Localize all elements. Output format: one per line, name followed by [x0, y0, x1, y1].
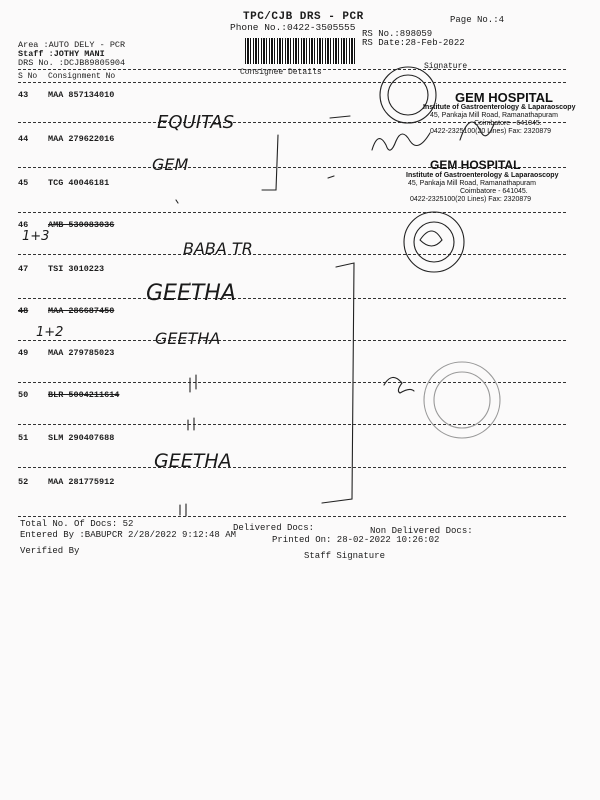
phone-number: Phone No.:0422-3505555	[230, 22, 356, 33]
row-sno: 48	[18, 306, 29, 316]
row-consignment: BLR 5004211614	[48, 390, 120, 400]
handwritten-note: 1+3	[22, 229, 50, 244]
row-sno: 47	[18, 264, 29, 274]
handwritten-signature: GEETHA	[155, 329, 221, 348]
printed-on: Printed On: 28-02-2022 10:26:02	[272, 535, 440, 545]
handwritten-signature: GEETHA	[146, 281, 236, 306]
col-consignment: Consignment No	[48, 72, 116, 81]
bracket-mark	[262, 135, 278, 190]
entered-by: Entered By :BABUPCR 2/28/2022 9:12:48 AM	[20, 530, 237, 540]
stamp-hospital-subtitle: Institute of Gastroenterology & Laparaoscopy	[406, 172, 559, 179]
handwritten-signature: GEETHA	[154, 450, 232, 472]
total-docs: Total No. Of Docs: 52	[20, 519, 134, 529]
signature-scribble	[372, 133, 430, 150]
row-consignment: MAA 279785023	[48, 348, 115, 358]
row-sno: 52	[18, 477, 29, 487]
row-consignment: MAA 281775912	[48, 477, 115, 487]
round-stamp	[380, 67, 436, 123]
handwritten-signature: BABA TR	[183, 239, 253, 258]
page-number: Page No.:4	[450, 15, 505, 25]
non-delivered-docs: Non Delivered Docs:	[370, 526, 473, 536]
row-consignment: TCG 40046181	[48, 178, 110, 188]
stamp-hospital-name: GEM HOSPITAL	[430, 158, 521, 172]
row-sno: 43	[18, 90, 29, 100]
handwritten-signature: EQUITAS	[157, 112, 235, 133]
stamp-hospital-address: 45, Pankaja Mill Road, Ramanathapuram	[430, 112, 559, 119]
signature-scribble	[384, 377, 414, 393]
handwritten-note: 1+2	[36, 325, 64, 340]
stamp-hospital-city: Coimbatore - 641045.	[460, 188, 528, 195]
delivered-docs: Delivered Docs:	[233, 523, 315, 533]
signature-scribble	[460, 122, 494, 140]
row-sno: 50	[18, 390, 29, 400]
round-stamp	[404, 212, 464, 272]
staff-label: Staff :JOTHY MANI	[18, 49, 105, 59]
stamp-hospital-city: Coimbatore - 641045.	[474, 120, 542, 127]
round-stamp	[424, 362, 500, 438]
staff-signature-label: Staff Signature	[304, 551, 386, 561]
col-sno: S No	[18, 72, 38, 81]
stamp-hospital-phone: 0422-2325100(20 Lines) Fax: 2320879	[410, 196, 532, 203]
row-sno: 44	[18, 134, 29, 144]
row-sno: 51	[18, 433, 29, 443]
stamp-hospital-name: GEM HOSPITAL	[455, 90, 553, 105]
row-consignment: MAA 286687450	[48, 306, 115, 316]
col-consignee-details: Consignee Details	[240, 68, 322, 77]
drs-number: DRS No. :DCJB89805904	[18, 58, 126, 68]
row-consignment: SLM 290407688	[48, 433, 115, 443]
rs-date: RS Date:28-Feb-2022	[362, 38, 465, 48]
stamp-hospital-address: 45, Pankaja Mill Road, Ramanathapuram	[408, 180, 537, 187]
col-signature: Signature	[424, 62, 468, 71]
stamp-hospital-phone: 0422-2325100(20 Lines) Fax: 2320879	[430, 128, 552, 135]
bracket-mark	[322, 263, 354, 503]
rs-number: RS No.:898059	[362, 29, 433, 39]
row-consignment: TSI 3010223	[48, 264, 105, 274]
stamp-hospital-subtitle: Institute of Gastroenterology & Laparaoscopy	[423, 104, 576, 111]
verified-by: Verified By	[20, 546, 80, 556]
handwritten-signature: GEM	[152, 155, 189, 174]
row-sno: 46	[18, 220, 29, 230]
row-sno: 49	[18, 348, 29, 358]
row-consignment: MAA 857134010	[48, 90, 115, 100]
document-title: TPC/CJB DRS - PCR	[243, 11, 364, 23]
row-sno: 45	[18, 178, 29, 188]
area-label: Area :AUTO DELY - PCR	[18, 40, 126, 50]
row-consignment: MAA 279622016	[48, 134, 115, 144]
row-consignment: AMB 530083036	[48, 220, 115, 230]
